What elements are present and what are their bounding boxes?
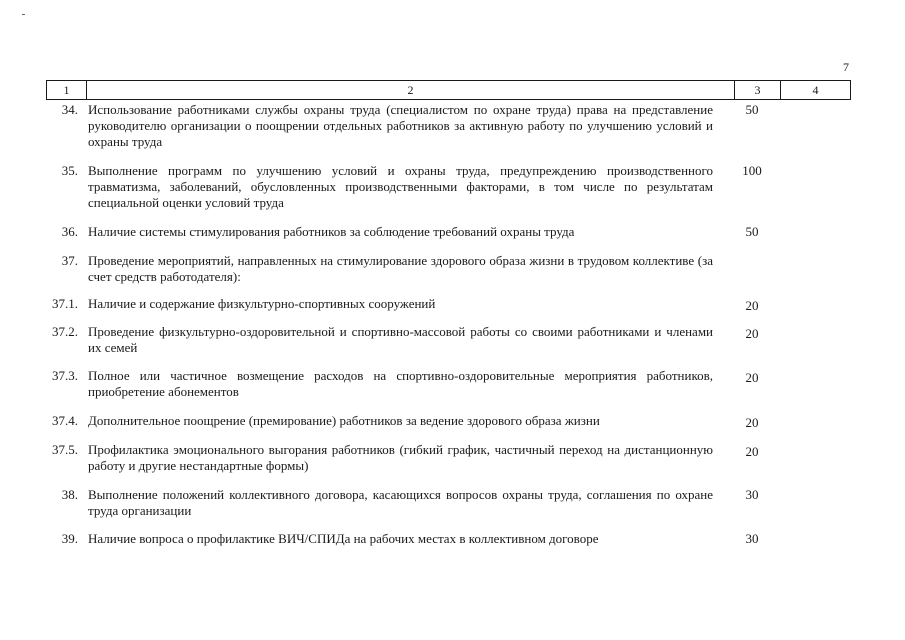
row-points: 50 (745, 224, 759, 239)
row-number: 35. (61, 163, 78, 178)
row-number: 37.1. (52, 296, 78, 311)
row-number: 34. (61, 102, 78, 117)
row-points: 20 (745, 298, 759, 313)
header-col-4: 4 (781, 81, 851, 100)
row-text: Дополнительное поощрение (премирование) работников за ведение здорового образа жизни (88, 413, 600, 428)
row-number: 36. (61, 224, 78, 239)
scan-mark (22, 14, 25, 15)
page-number: 7 (843, 60, 849, 74)
row-text: Использование работниками службы охраны труда (специалистом по охране труда) права на представление руководителю организации о поощрении отдельных работников за активную работу по улучшению условий и охраны труда (88, 102, 713, 149)
row-text: Наличие системы стимулирования работников за соблюдение требований охраны труда (88, 224, 575, 239)
row-number: 38. (61, 487, 78, 502)
row-number: 39. (61, 531, 78, 546)
row-points: 100 (742, 163, 762, 178)
row-number: 37.4. (52, 413, 78, 428)
row-points: 20 (745, 326, 759, 341)
row-text: Проведение мероприятий, направленных на стимулирование здорового образа жизни в трудовом коллективе (за счет средств работодателя): (88, 253, 713, 284)
row-number: 37.2. (52, 324, 78, 339)
header-row (47, 81, 851, 100)
row-text: Профилактика эмоционального выгорания работников (гибкий график, частичный переход на дистанционную работу и другие нестандартные формы) (88, 442, 713, 473)
row-number: 37.5. (52, 442, 78, 457)
row-text: Выполнение программ по улучшению условий и охраны труда, предупреждению производственного травматизма, заболеваний, обусловленных производственными факторами, в том числе по результатам специальной оценки условий труда (88, 163, 713, 210)
row-text: Наличие и содержание физкультурно-спортивных сооружений (88, 296, 436, 311)
header-col-2: 2 (87, 81, 735, 100)
row-text: Наличие вопроса о профилактике ВИЧ/СПИДа на рабочих местах в коллективном договоре (88, 531, 599, 546)
row-points: 30 (745, 531, 759, 546)
header-col-1: 1 (47, 81, 87, 100)
header-col-3: 3 (735, 81, 781, 100)
row-number: 37.3. (52, 368, 78, 383)
row-points: 20 (745, 444, 759, 459)
row-text: Выполнение положений коллективного договора, касающихся вопросов охраны труда, соглашения по охране труда организации (88, 487, 713, 518)
row-text: Полное или частичное возмещение расходов на спортивно-оздоровительные мероприятия работников, приобретение абонементов (88, 368, 713, 399)
row-points: 50 (745, 102, 759, 117)
table-header (46, 80, 851, 100)
row-text: Проведение физкультурно-оздоровительной и спортивно-массовой работы со своими работниками и членами их семей (88, 324, 713, 355)
row-points: 30 (745, 487, 759, 502)
row-points: 20 (745, 415, 759, 430)
row-number: 37. (61, 253, 78, 268)
row-points: 20 (745, 370, 759, 385)
